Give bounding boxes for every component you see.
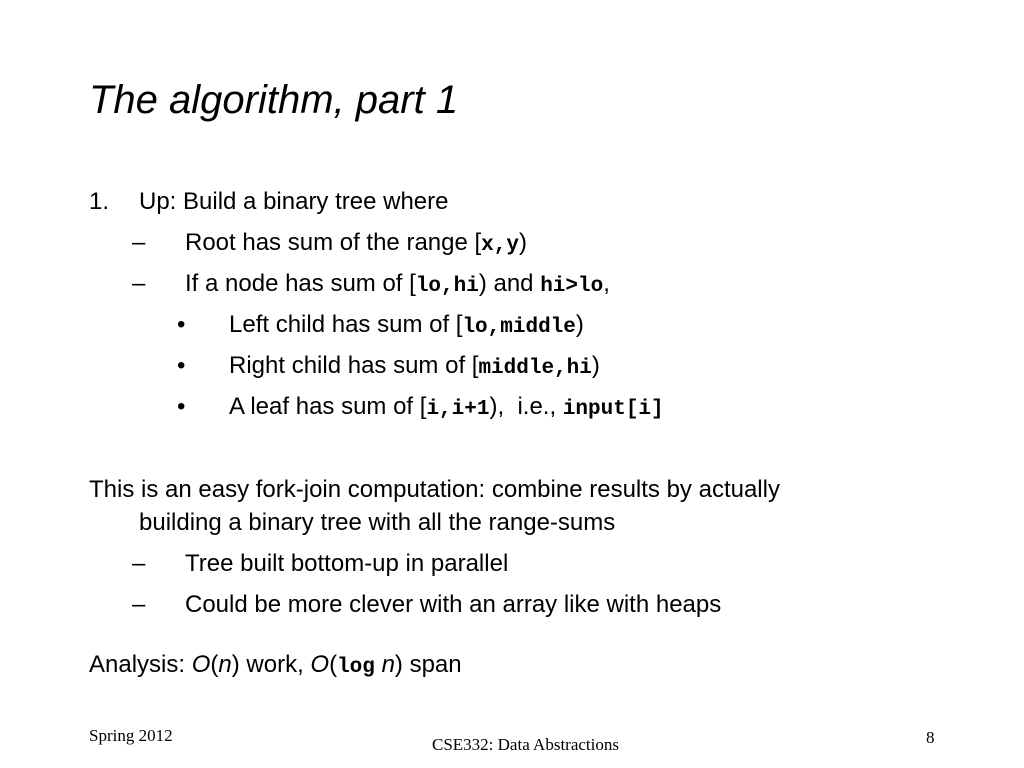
footer-course: CSE332: Data Abstractions	[432, 735, 619, 754]
bullet-text: Right child has sum of [	[229, 352, 479, 379]
bullet-text: ), i.e.,	[489, 393, 563, 420]
sub-bullet-right-child	[229, 352, 600, 383]
code-input: input[i]	[562, 398, 664, 421]
slide-title: The algorithm, part 1	[89, 78, 459, 122]
code-range: x,y	[481, 234, 519, 257]
dash-marker: –	[132, 270, 146, 297]
sub-bullet-leaf	[229, 393, 664, 424]
analysis-line	[89, 651, 462, 682]
page-number: 8	[926, 728, 935, 747]
big-o: O	[191, 651, 211, 678]
big-o: O	[310, 651, 330, 678]
sub-bullet-left-child	[229, 311, 584, 342]
code-range: lo,middle	[462, 316, 576, 339]
bullet-text: ) and	[478, 270, 541, 297]
bullet-array-heaps: Could be more clever with an array like with heaps	[185, 591, 722, 618]
work-text: ) work,	[231, 651, 311, 678]
bullet-text: )	[591, 352, 600, 379]
var-n: n	[218, 651, 232, 678]
paragraph-line-1: This is an easy fork-join computation: combine results by actually	[89, 476, 780, 503]
step-number: 1.	[89, 188, 110, 215]
code-log: log	[337, 656, 375, 679]
code-range: middle,hi	[478, 357, 592, 380]
bullet-marker: •	[177, 311, 186, 338]
bullet-root-sum	[185, 229, 527, 260]
space	[375, 651, 382, 678]
paren: (	[329, 651, 338, 678]
bullet-text: If a node has sum of [	[185, 270, 416, 297]
dash-marker: –	[132, 229, 146, 256]
bullet-text: )	[575, 311, 584, 338]
paragraph-line-2: building a binary tree with all the range-sums	[139, 509, 616, 536]
dash-marker: –	[132, 550, 146, 577]
code-range: lo,hi	[415, 275, 479, 298]
bullet-text: Root has sum of the range [	[185, 229, 482, 256]
var-n: n	[381, 651, 395, 678]
bullet-marker: •	[177, 393, 186, 420]
step-text: Up: Build a binary tree where	[139, 188, 449, 215]
bullet-text: )	[518, 229, 527, 256]
paren: (	[210, 651, 219, 678]
dash-marker: –	[132, 591, 146, 618]
span-text: ) span	[394, 651, 462, 678]
bullet-text: A leaf has sum of [	[229, 393, 427, 420]
code-range: i,i+1	[426, 398, 490, 421]
bullet-text: Left child has sum of [	[229, 311, 463, 338]
code-condition: hi>lo	[540, 275, 604, 298]
footer-date: Spring 2012	[89, 726, 173, 745]
bullet-node-sum	[185, 270, 610, 301]
analysis-label: Analysis:	[89, 651, 192, 678]
bullet-tree-built: Tree built bottom-up in parallel	[185, 550, 509, 577]
bullet-text: ,	[603, 270, 610, 297]
bullet-marker: •	[177, 352, 186, 379]
